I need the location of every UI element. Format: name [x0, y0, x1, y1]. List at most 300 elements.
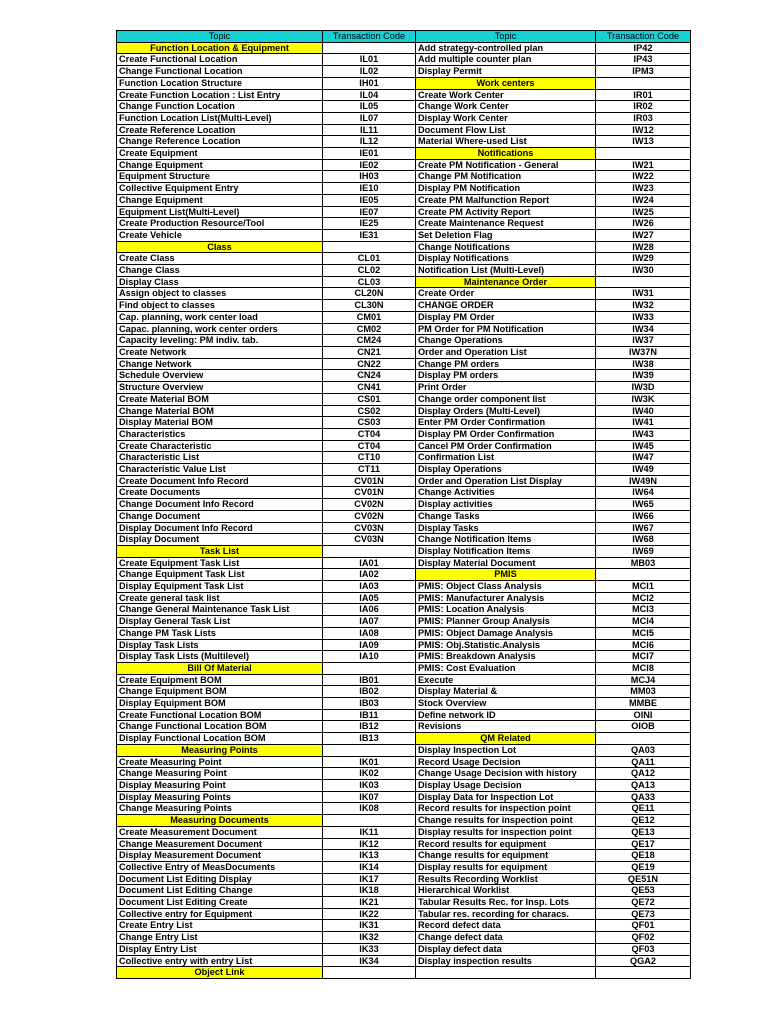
transaction-code-cell: MCI4	[596, 616, 691, 628]
transaction-code-cell: CT11	[323, 464, 416, 476]
section-code-cell	[323, 815, 416, 827]
topic-cell: Display results for equipment	[416, 861, 596, 873]
transaction-code-cell: IW49N	[596, 475, 691, 487]
topic-cell: Display Operations	[416, 464, 596, 476]
transaction-code-cell: IL12	[323, 136, 416, 148]
transaction-code-cell: MCI5	[596, 627, 691, 639]
topic-cell: PMIS: Planner Group Analysis	[416, 616, 596, 628]
topic-cell: Tabular Results Rec. for Insp. Lots	[416, 897, 596, 909]
topic-cell: Display Measurement Document	[117, 850, 323, 862]
table-row	[117, 323, 691, 335]
table-row	[117, 674, 691, 686]
table-row	[117, 370, 691, 382]
table-row	[117, 253, 691, 265]
topic-cell: Record results for equipment	[416, 838, 596, 850]
transaction-code-cell: IW40	[596, 405, 691, 417]
transaction-code-cell: IB02	[323, 686, 416, 698]
transaction-code-cell: IW12	[596, 124, 691, 136]
transaction-code-cell: IR02	[596, 101, 691, 113]
transaction-code-cell: MCI8	[596, 662, 691, 674]
table-row	[117, 744, 691, 756]
transaction-code-cell: MCI7	[596, 651, 691, 663]
transaction-code-cell: IK21	[323, 897, 416, 909]
transaction-code-cell: CV03N	[323, 534, 416, 546]
table-row	[117, 428, 691, 440]
topic-cell: Display Permit	[416, 66, 596, 78]
header-topic: Topic	[416, 31, 596, 43]
topic-cell: Create PM Notification - General	[416, 159, 596, 171]
table-row	[117, 815, 691, 827]
transaction-code-cell: CT04	[323, 428, 416, 440]
topic-cell: Create Characteristic	[117, 440, 323, 452]
transaction-code-cell: IW21	[596, 159, 691, 171]
table-row	[117, 276, 691, 288]
transaction-code-cell: CT10	[323, 452, 416, 464]
topic-cell: Change Work Center	[416, 101, 596, 113]
topic-cell: Record results for inspection point	[416, 803, 596, 815]
topic-cell: Display Measuring Points	[117, 791, 323, 803]
topic-cell: Stock Overview	[416, 698, 596, 710]
topic-cell: Set Deletion Flag	[416, 229, 596, 241]
transaction-code-cell: CN21	[323, 346, 416, 358]
transaction-code-cell: QE51N	[596, 873, 691, 885]
topic-cell: Display Orders (Multi-Level)	[416, 405, 596, 417]
topic-cell: Create Order	[416, 288, 596, 300]
table-row	[117, 464, 691, 476]
table-row	[117, 709, 691, 721]
section-code-cell	[596, 733, 691, 745]
transaction-code-cell: IW25	[596, 206, 691, 218]
topic-cell: Change Function Location	[117, 101, 323, 113]
table-row	[117, 791, 691, 803]
table-row	[117, 417, 691, 429]
topic-cell	[416, 967, 596, 979]
topic-cell: Create Function Location : List Entry	[117, 89, 323, 101]
topic-cell: Create Equipment BOM	[117, 674, 323, 686]
transaction-code-cell: IK31	[323, 920, 416, 932]
topic-cell: Change Entry List	[117, 932, 323, 944]
transaction-code-cell: IL04	[323, 89, 416, 101]
transaction-code-cell: IK07	[323, 791, 416, 803]
topic-cell: Collective entry with entry List	[117, 955, 323, 967]
table-row	[117, 955, 691, 967]
topic-cell: Create PM Malfunction Report	[416, 194, 596, 206]
transaction-code-cell: CM24	[323, 335, 416, 347]
transaction-code-cell: IE01	[323, 148, 416, 160]
transaction-code-cell: CT04	[323, 440, 416, 452]
topic-cell: Change Measuring Point	[117, 768, 323, 780]
section-code-cell	[596, 148, 691, 160]
topic-cell: Characteristic List	[117, 452, 323, 464]
transaction-code-cell: IB11	[323, 709, 416, 721]
topic-cell: Change Equipment BOM	[117, 686, 323, 698]
topic-cell: Order and Operation List	[416, 346, 596, 358]
transaction-code-table	[116, 30, 691, 979]
header-row	[117, 31, 691, 43]
transaction-code-cell: IB03	[323, 698, 416, 710]
table-row	[117, 241, 691, 253]
transaction-code-cell: IA02	[323, 569, 416, 581]
transaction-code-cell: IE25	[323, 218, 416, 230]
table-row	[117, 768, 691, 780]
topic-cell: Create Functional Location	[117, 54, 323, 66]
topic-cell: Create Material BOM	[117, 393, 323, 405]
topic-cell: Schedule Overview	[117, 370, 323, 382]
transaction-code-cell: QA12	[596, 768, 691, 780]
transaction-code-cell: IW47	[596, 452, 691, 464]
topic-cell: Display Notification Items	[416, 545, 596, 557]
topic-cell: Display Work Center	[416, 112, 596, 124]
topic-cell: Display Measuring Point	[117, 780, 323, 792]
topic-cell: Change General Maintenance Task List	[117, 604, 323, 616]
section-code-cell	[323, 545, 416, 557]
topic-cell: Display PM Order Confirmation	[416, 428, 596, 440]
table-row	[117, 183, 691, 195]
topic-cell: Change Equipment Task List	[117, 569, 323, 581]
transaction-code-cell: IW37N	[596, 346, 691, 358]
header-transaction-code: Transaction Code	[323, 31, 416, 43]
transaction-code-cell: CS03	[323, 417, 416, 429]
transaction-code-cell: CV02N	[323, 499, 416, 511]
topic-cell: Create Production Resource/Tool	[117, 218, 323, 230]
topic-cell: Change Notification Items	[416, 534, 596, 546]
transaction-code-cell: MCI1	[596, 581, 691, 593]
topic-cell: Cancel PM Order Confirmation	[416, 440, 596, 452]
transaction-code-cell: IW27	[596, 229, 691, 241]
table-row	[117, 206, 691, 218]
transaction-code-cell: IL05	[323, 101, 416, 113]
topic-cell: Confirmation List	[416, 452, 596, 464]
section-code-cell	[323, 241, 416, 253]
section-header: Task List	[117, 545, 323, 557]
topic-cell: Revisions	[416, 721, 596, 733]
topic-cell: Change PM orders	[416, 358, 596, 370]
section-header: Function Location & Equipment	[117, 42, 323, 54]
topic-cell: Display General Task List	[117, 616, 323, 628]
transaction-code-cell: IW45	[596, 440, 691, 452]
topic-cell: Record defect data	[416, 920, 596, 932]
transaction-code-cell: QA03	[596, 744, 691, 756]
transaction-code-cell: IK32	[323, 932, 416, 944]
table-row	[117, 77, 691, 89]
transaction-code-cell: IL01	[323, 54, 416, 66]
transaction-code-cell: MCI2	[596, 592, 691, 604]
transaction-code-cell: QF02	[596, 932, 691, 944]
transaction-code-cell: CL02	[323, 265, 416, 277]
topic-cell: Change Document Info Record	[117, 499, 323, 511]
topic-cell: PM Order for PM Notification	[416, 323, 596, 335]
table-row	[117, 897, 691, 909]
transaction-code-cell: QE53	[596, 885, 691, 897]
table-row	[117, 557, 691, 569]
section-code-cell	[323, 744, 416, 756]
table-row	[117, 510, 691, 522]
table-row	[117, 194, 691, 206]
table-row	[117, 932, 691, 944]
topic-cell: Display results for inspection point	[416, 826, 596, 838]
section-header: Measuring Points	[117, 744, 323, 756]
table-row	[117, 943, 691, 955]
topic-cell: Define network ID	[416, 709, 596, 721]
topic-cell: Display activities	[416, 499, 596, 511]
transaction-code-cell: IW66	[596, 510, 691, 522]
topic-cell: Assign object to classes	[117, 288, 323, 300]
transaction-code-cell: OINI	[596, 709, 691, 721]
section-header: Notifications	[416, 148, 596, 160]
transaction-code-cell: IW26	[596, 218, 691, 230]
table-row	[117, 627, 691, 639]
topic-cell: PMIS: Object Class Analysis	[416, 581, 596, 593]
transaction-code-cell: MCI3	[596, 604, 691, 616]
topic-cell: Display Material BOM	[117, 417, 323, 429]
topic-cell: Change Operations	[416, 335, 596, 347]
transaction-code-cell: IE02	[323, 159, 416, 171]
topic-cell: Create Vehicle	[117, 229, 323, 241]
topic-cell: Display Material Document	[416, 557, 596, 569]
topic-cell: Equipment Structure	[117, 171, 323, 183]
transaction-code-cell: IB13	[323, 733, 416, 745]
transaction-code-cell: CL01	[323, 253, 416, 265]
transaction-code-cell: IW38	[596, 358, 691, 370]
section-header: Work centers	[416, 77, 596, 89]
topic-cell: Change Equipment	[117, 194, 323, 206]
transaction-code-cell: IW13	[596, 136, 691, 148]
table-row	[117, 218, 691, 230]
table-row	[117, 54, 691, 66]
transaction-code-cell: IK11	[323, 826, 416, 838]
table-row	[117, 780, 691, 792]
topic-cell: Change order component list	[416, 393, 596, 405]
topic-cell: Change Equipment	[117, 159, 323, 171]
transaction-code-cell: IR03	[596, 112, 691, 124]
table-row	[117, 616, 691, 628]
transaction-code-cell: CS02	[323, 405, 416, 417]
topic-cell: Display Notifications	[416, 253, 596, 265]
table-row	[117, 487, 691, 499]
topic-cell: Display Data for Inspection Lot	[416, 791, 596, 803]
topic-cell: PMIS: Obj.Statistic.Analysis	[416, 639, 596, 651]
topic-cell: PMIS: Cost Evaluation	[416, 662, 596, 674]
transaction-code-cell: CM02	[323, 323, 416, 335]
topic-cell: Material Where-used List	[416, 136, 596, 148]
topic-cell: Create Class	[117, 253, 323, 265]
transaction-code-cell: IH01	[323, 77, 416, 89]
topic-cell: Print Order	[416, 382, 596, 394]
topic-cell: Capac. planning, work center orders	[117, 323, 323, 335]
topic-cell: Create Documents	[117, 487, 323, 499]
topic-cell: Change Tasks	[416, 510, 596, 522]
transaction-code-cell: IW49	[596, 464, 691, 476]
topic-cell: Create Work Center	[416, 89, 596, 101]
topic-cell: Change PM Notification	[416, 171, 596, 183]
transaction-code-cell: IA07	[323, 616, 416, 628]
table-row	[117, 136, 691, 148]
table-row	[117, 639, 691, 651]
transaction-code-cell: QF01	[596, 920, 691, 932]
transaction-code-cell: IL11	[323, 124, 416, 136]
topic-cell: PMIS: Object Damage Analysis	[416, 627, 596, 639]
transaction-code-cell: IK22	[323, 908, 416, 920]
table-row	[117, 662, 691, 674]
table-row	[117, 733, 691, 745]
transaction-code-cell: MM03	[596, 686, 691, 698]
table-row	[117, 171, 691, 183]
transaction-code-cell: IE07	[323, 206, 416, 218]
section-code-cell	[323, 662, 416, 674]
transaction-code-cell: IA08	[323, 627, 416, 639]
topic-cell: Display PM orders	[416, 370, 596, 382]
topic-cell: Display Task Lists	[117, 639, 323, 651]
topic-cell: Function Location Structure	[117, 77, 323, 89]
transaction-code-cell: MMBE	[596, 698, 691, 710]
transaction-code-cell: IP42	[596, 42, 691, 54]
transaction-code-cell: CL20N	[323, 288, 416, 300]
section-code-cell	[323, 967, 416, 979]
header-topic: Topic	[117, 31, 323, 43]
transaction-code-cell: IW31	[596, 288, 691, 300]
table-body	[117, 42, 691, 978]
transaction-code-cell: IW24	[596, 194, 691, 206]
topic-cell: Create PM Activity Report	[416, 206, 596, 218]
table-row	[117, 112, 691, 124]
topic-cell: Display Class	[117, 276, 323, 288]
table-row	[117, 101, 691, 113]
topic-cell: Change PM Task Lists	[117, 627, 323, 639]
transaction-code-cell: IW37	[596, 335, 691, 347]
transaction-code-cell: CV03N	[323, 522, 416, 534]
topic-cell: Execute	[416, 674, 596, 686]
topic-cell: Equipment List(Multi-Level)	[117, 206, 323, 218]
transaction-code-cell: IPM3	[596, 66, 691, 78]
topic-cell: Change Reference Location	[117, 136, 323, 148]
topic-cell: Change results for inspection point	[416, 815, 596, 827]
topic-cell: Record Usage Decision	[416, 756, 596, 768]
topic-cell: Change Class	[117, 265, 323, 277]
transaction-code-cell: CV01N	[323, 487, 416, 499]
table-row	[117, 382, 691, 394]
section-code-cell	[596, 276, 691, 288]
topic-cell: Create Network	[117, 346, 323, 358]
transaction-code-cell: IK02	[323, 768, 416, 780]
transaction-code-cell: OIOB	[596, 721, 691, 733]
table-row	[117, 850, 691, 862]
transaction-code-cell: CN22	[323, 358, 416, 370]
transaction-code-cell: IW68	[596, 534, 691, 546]
transaction-code-cell: QE12	[596, 815, 691, 827]
transaction-code-cell: MCJ4	[596, 674, 691, 686]
topic-cell: Collective entry for Equipment	[117, 908, 323, 920]
table-row	[117, 592, 691, 604]
table-row	[117, 300, 691, 312]
topic-cell: Find object to classes	[117, 300, 323, 312]
table-row	[117, 440, 691, 452]
topic-cell: Change Functional Location BOM	[117, 721, 323, 733]
topic-cell: PMIS: Breakdown Analysis	[416, 651, 596, 663]
topic-cell: Display PM Notification	[416, 183, 596, 195]
table-row	[117, 148, 691, 160]
topic-cell: Change Activities	[416, 487, 596, 499]
transaction-code-cell: IE31	[323, 229, 416, 241]
transaction-code-cell: IW41	[596, 417, 691, 429]
section-header: PMIS	[416, 569, 596, 581]
transaction-code-cell: IW64	[596, 487, 691, 499]
topic-cell: Display Functional Location BOM	[117, 733, 323, 745]
transaction-code-cell: IL02	[323, 66, 416, 78]
transaction-code-cell: IA06	[323, 604, 416, 616]
table-row	[117, 311, 691, 323]
transaction-code-cell: IW3D	[596, 382, 691, 394]
topic-cell: Create Equipment Task List	[117, 557, 323, 569]
transaction-code-cell: IK13	[323, 850, 416, 862]
table-row	[117, 89, 691, 101]
transaction-code-cell: IK33	[323, 943, 416, 955]
topic-cell: Document List Editing Change	[117, 885, 323, 897]
table-row	[117, 393, 691, 405]
topic-cell: Display Equipment BOM	[117, 698, 323, 710]
topic-cell: Change results for equipment	[416, 850, 596, 862]
topic-cell: Hierarchical Worklist	[416, 885, 596, 897]
table-row	[117, 534, 691, 546]
topic-cell: Tabular res. recording for characs.	[416, 908, 596, 920]
topic-cell: Add strategy-controlled plan	[416, 42, 596, 54]
transaction-code-cell: QGA2	[596, 955, 691, 967]
transaction-code-cell: IK34	[323, 955, 416, 967]
table-row	[117, 405, 691, 417]
topic-cell: Create Maintenance Request	[416, 218, 596, 230]
topic-cell: Enter PM Order Confirmation	[416, 417, 596, 429]
topic-cell: Change Functional Location	[117, 66, 323, 78]
section-header: Bill Of Material	[117, 662, 323, 674]
transaction-code-cell: IW29	[596, 253, 691, 265]
transaction-code-cell: IA05	[323, 592, 416, 604]
table-row	[117, 861, 691, 873]
topic-cell: Change Measurement Document	[117, 838, 323, 850]
topic-cell: Change defect data	[416, 932, 596, 944]
transaction-code-cell: CN41	[323, 382, 416, 394]
transaction-code-cell: IE05	[323, 194, 416, 206]
transaction-code-cell: QA33	[596, 791, 691, 803]
topic-cell: Change Material BOM	[117, 405, 323, 417]
transaction-code-cell: CM01	[323, 311, 416, 323]
table-row	[117, 265, 691, 277]
topic-cell: Display Document	[117, 534, 323, 546]
table-row	[117, 499, 691, 511]
table-row	[117, 967, 691, 979]
topic-cell: Create Document Info Record	[117, 475, 323, 487]
topic-cell: Display Usage Decision	[416, 780, 596, 792]
topic-cell: Display Equipment Task List	[117, 581, 323, 593]
topic-cell: PMIS: Location Analysis	[416, 604, 596, 616]
topic-cell: Collective Equipment Entry	[117, 183, 323, 195]
table-row	[117, 42, 691, 54]
topic-cell: CHANGE ORDER	[416, 300, 596, 312]
transaction-code-cell: QE73	[596, 908, 691, 920]
table-row	[117, 686, 691, 698]
transaction-code-cell: IW22	[596, 171, 691, 183]
table-row	[117, 288, 691, 300]
transaction-code-cell: MCI6	[596, 639, 691, 651]
table-row	[117, 920, 691, 932]
transaction-code-cell: IW34	[596, 323, 691, 335]
topic-cell: Change Document	[117, 510, 323, 522]
transaction-code-cell: IW32	[596, 300, 691, 312]
topic-cell: Cap. planning, work center load	[117, 311, 323, 323]
table-row	[117, 124, 691, 136]
topic-cell: Add multiple counter plan	[416, 54, 596, 66]
topic-cell: Create Functional Location BOM	[117, 709, 323, 721]
transaction-code-cell: IW67	[596, 522, 691, 534]
section-code-cell	[596, 77, 691, 89]
